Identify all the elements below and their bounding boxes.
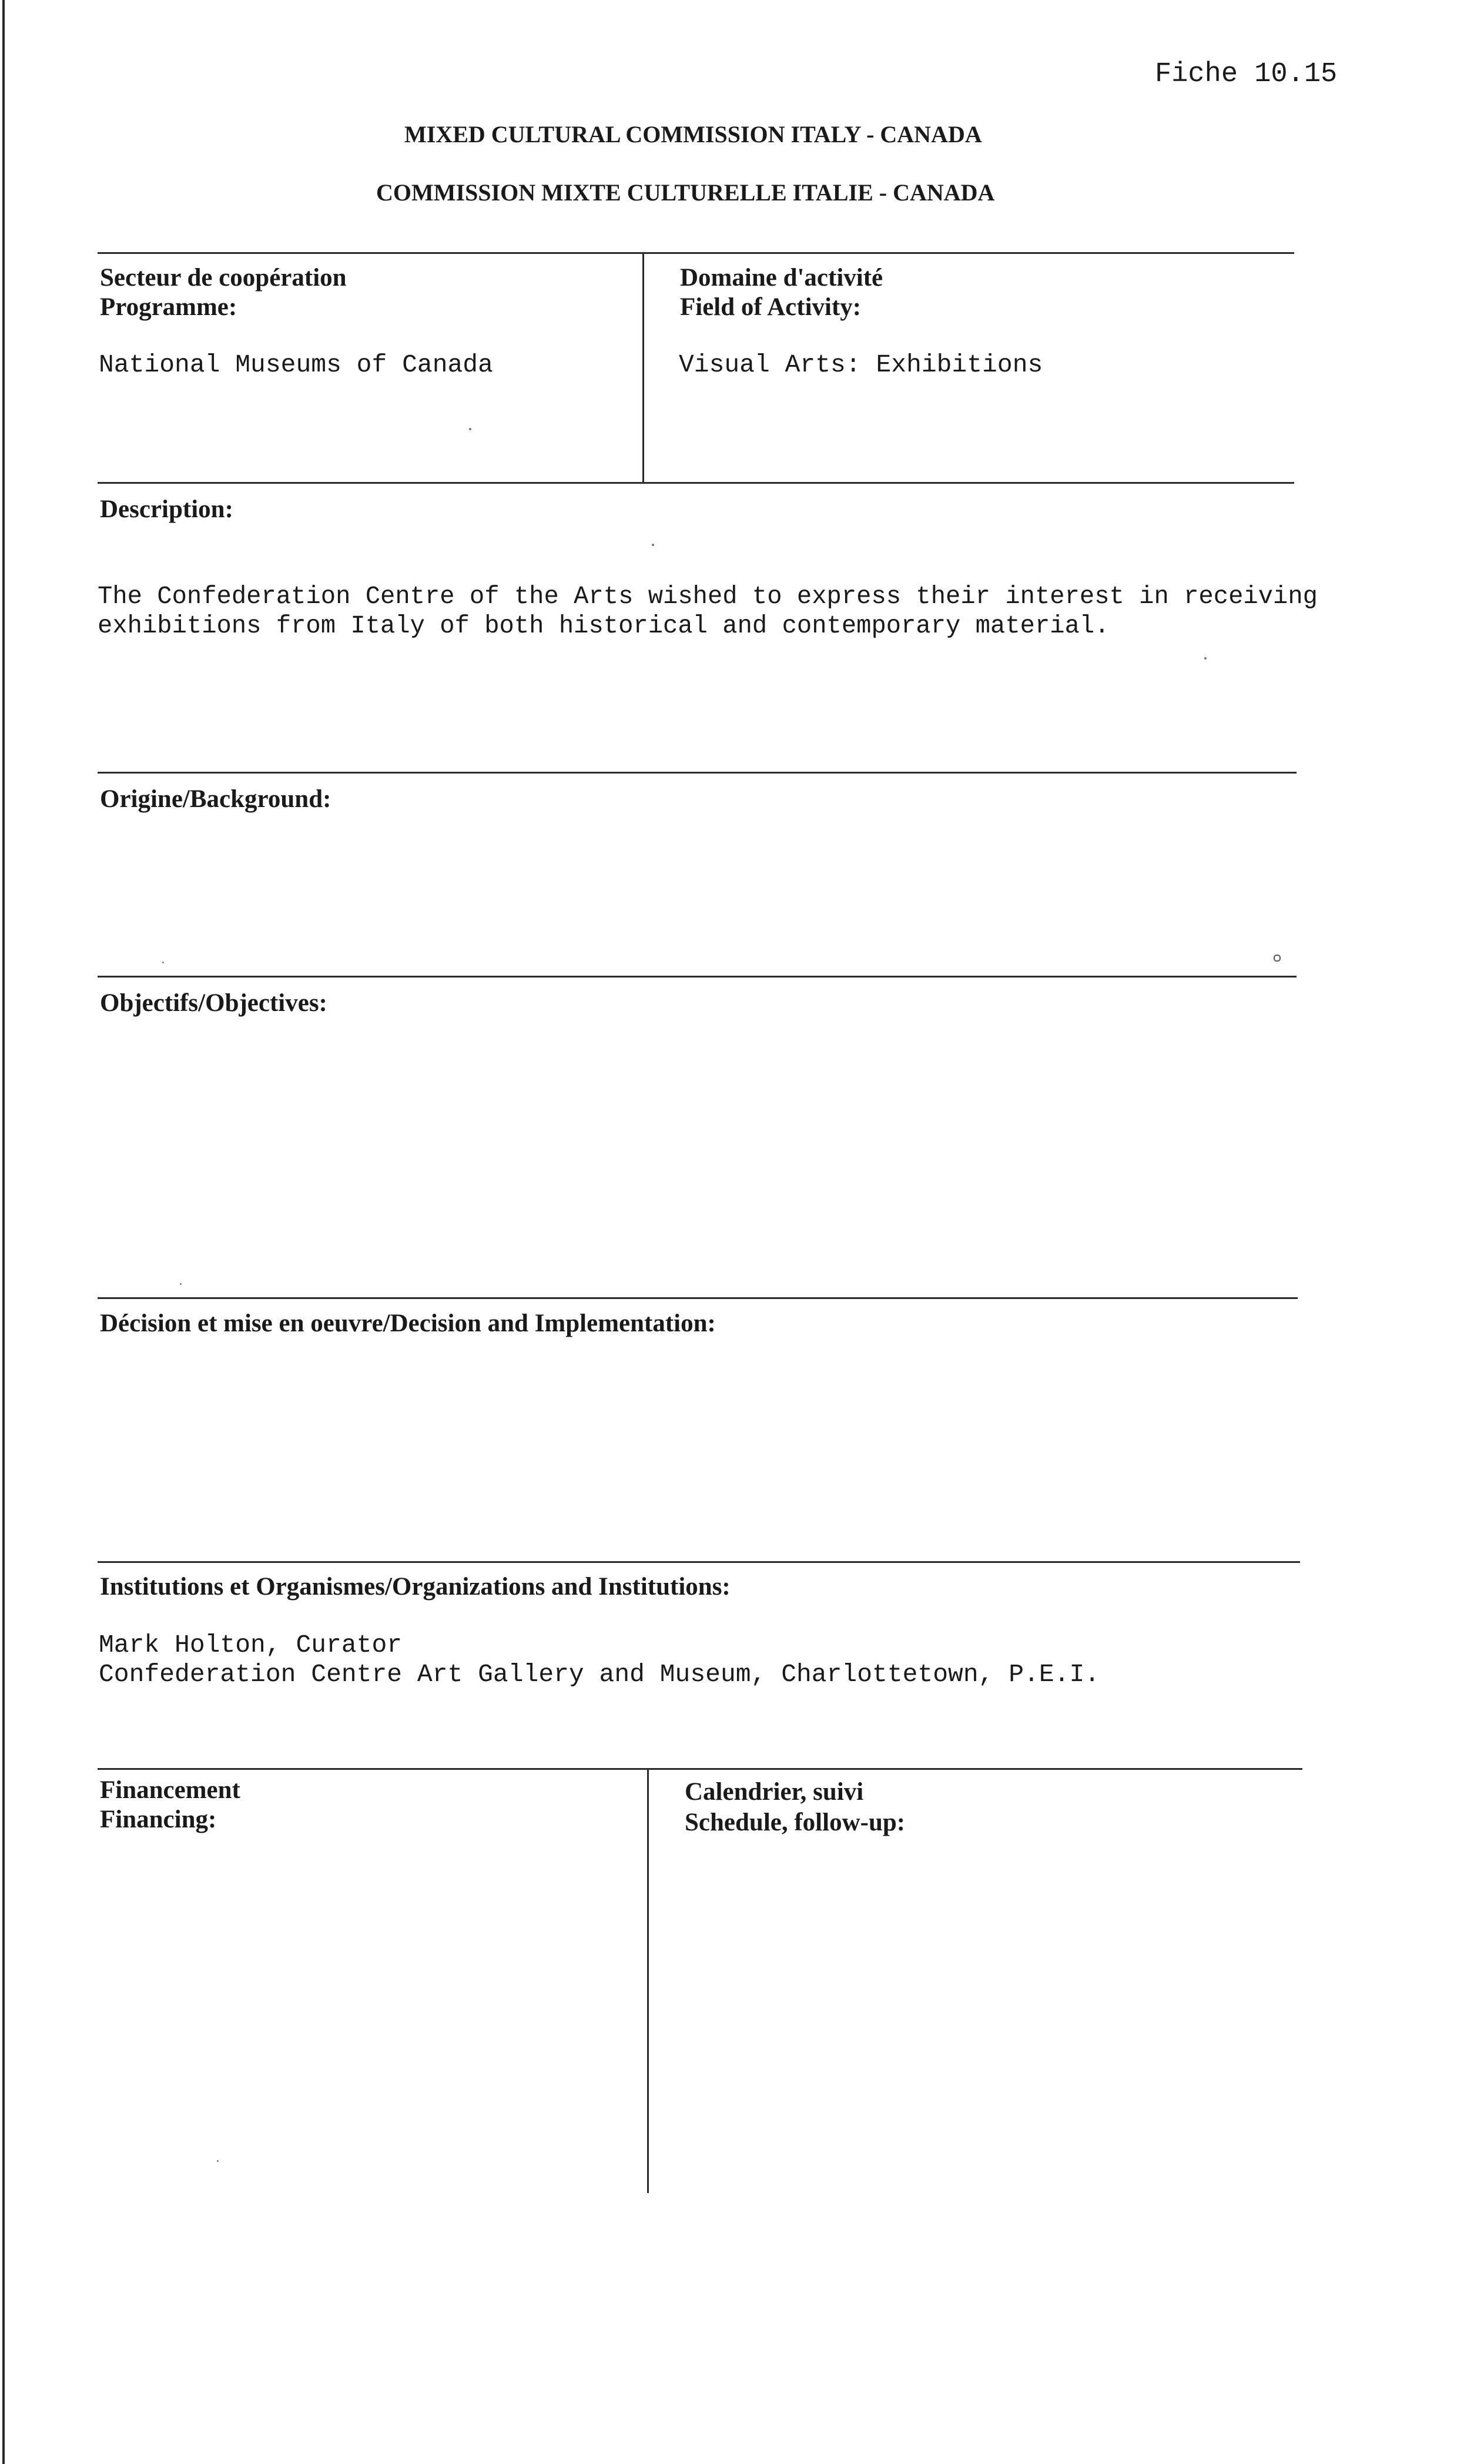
divider-institutions	[98, 1561, 1300, 1563]
scan-speck	[469, 428, 471, 430]
scan-speck	[1204, 657, 1207, 659]
form-title-fr: COMMISSION MIXTE CULTURELLE ITALIE - CANADA	[376, 179, 995, 206]
decision-label: Décision et mise en oeuvre/Decision and Implementation:	[100, 1310, 716, 1337]
financing-label-fr: Financement	[100, 1776, 240, 1804]
field-value: Visual Arts: Exhibitions	[679, 350, 1043, 379]
institutions-line-2: Confederation Centre Art Gallery and Museum, Charlottetown, P.E.I.	[99, 1660, 1100, 1689]
divider-top	[98, 252, 1294, 254]
programme-value: National Museums of Canada	[99, 350, 493, 379]
field-label-en: Field of Activity:	[680, 293, 862, 321]
fiche-number: Fiche 10.15	[1155, 59, 1338, 90]
scan-speck	[652, 544, 654, 546]
divider-vertical-bottom	[647, 1768, 649, 2193]
objectives-label: Objectifs/Objectives:	[100, 989, 327, 1017]
page-edge	[2, 0, 5, 2464]
description-label: Description:	[100, 496, 233, 523]
divider-objectives	[98, 976, 1297, 977]
divider-vertical-top	[642, 252, 644, 483]
field-label-fr: Domaine d'activité	[680, 264, 883, 292]
scan-speck	[180, 1283, 182, 1285]
schedule-label-en: Schedule, follow-up:	[685, 1809, 906, 1836]
programme-label-en: Programme:	[100, 293, 237, 321]
programme-label-fr: Secteur de coopération	[100, 264, 347, 292]
description-line-1: The Confederation Centre of the Arts wished to express their interest in receiving	[98, 582, 1318, 611]
description-line-2: exhibitions from Italy of both historical and contemporary material.	[98, 612, 1110, 640]
scan-speck	[217, 2160, 219, 2162]
background-label: Origine/Background:	[100, 785, 331, 813]
divider-description	[98, 482, 1294, 484]
divider-decision	[98, 1297, 1298, 1299]
divider-financing	[98, 1768, 1302, 1770]
form-title-en: MIXED CULTURAL COMMISSION ITALY - CANADA	[404, 121, 982, 148]
institutions-line-1: Mark Holton, Curator	[99, 1631, 403, 1659]
institutions-label: Institutions et Organismes/Organizations and Institutions:	[100, 1573, 731, 1601]
divider-background	[98, 772, 1297, 774]
schedule-label-fr: Calendrier, suivi	[685, 1778, 864, 1806]
financing-label-en: Financing:	[100, 1806, 217, 1833]
scan-speck	[162, 962, 164, 963]
scan-mark	[1274, 955, 1281, 962]
